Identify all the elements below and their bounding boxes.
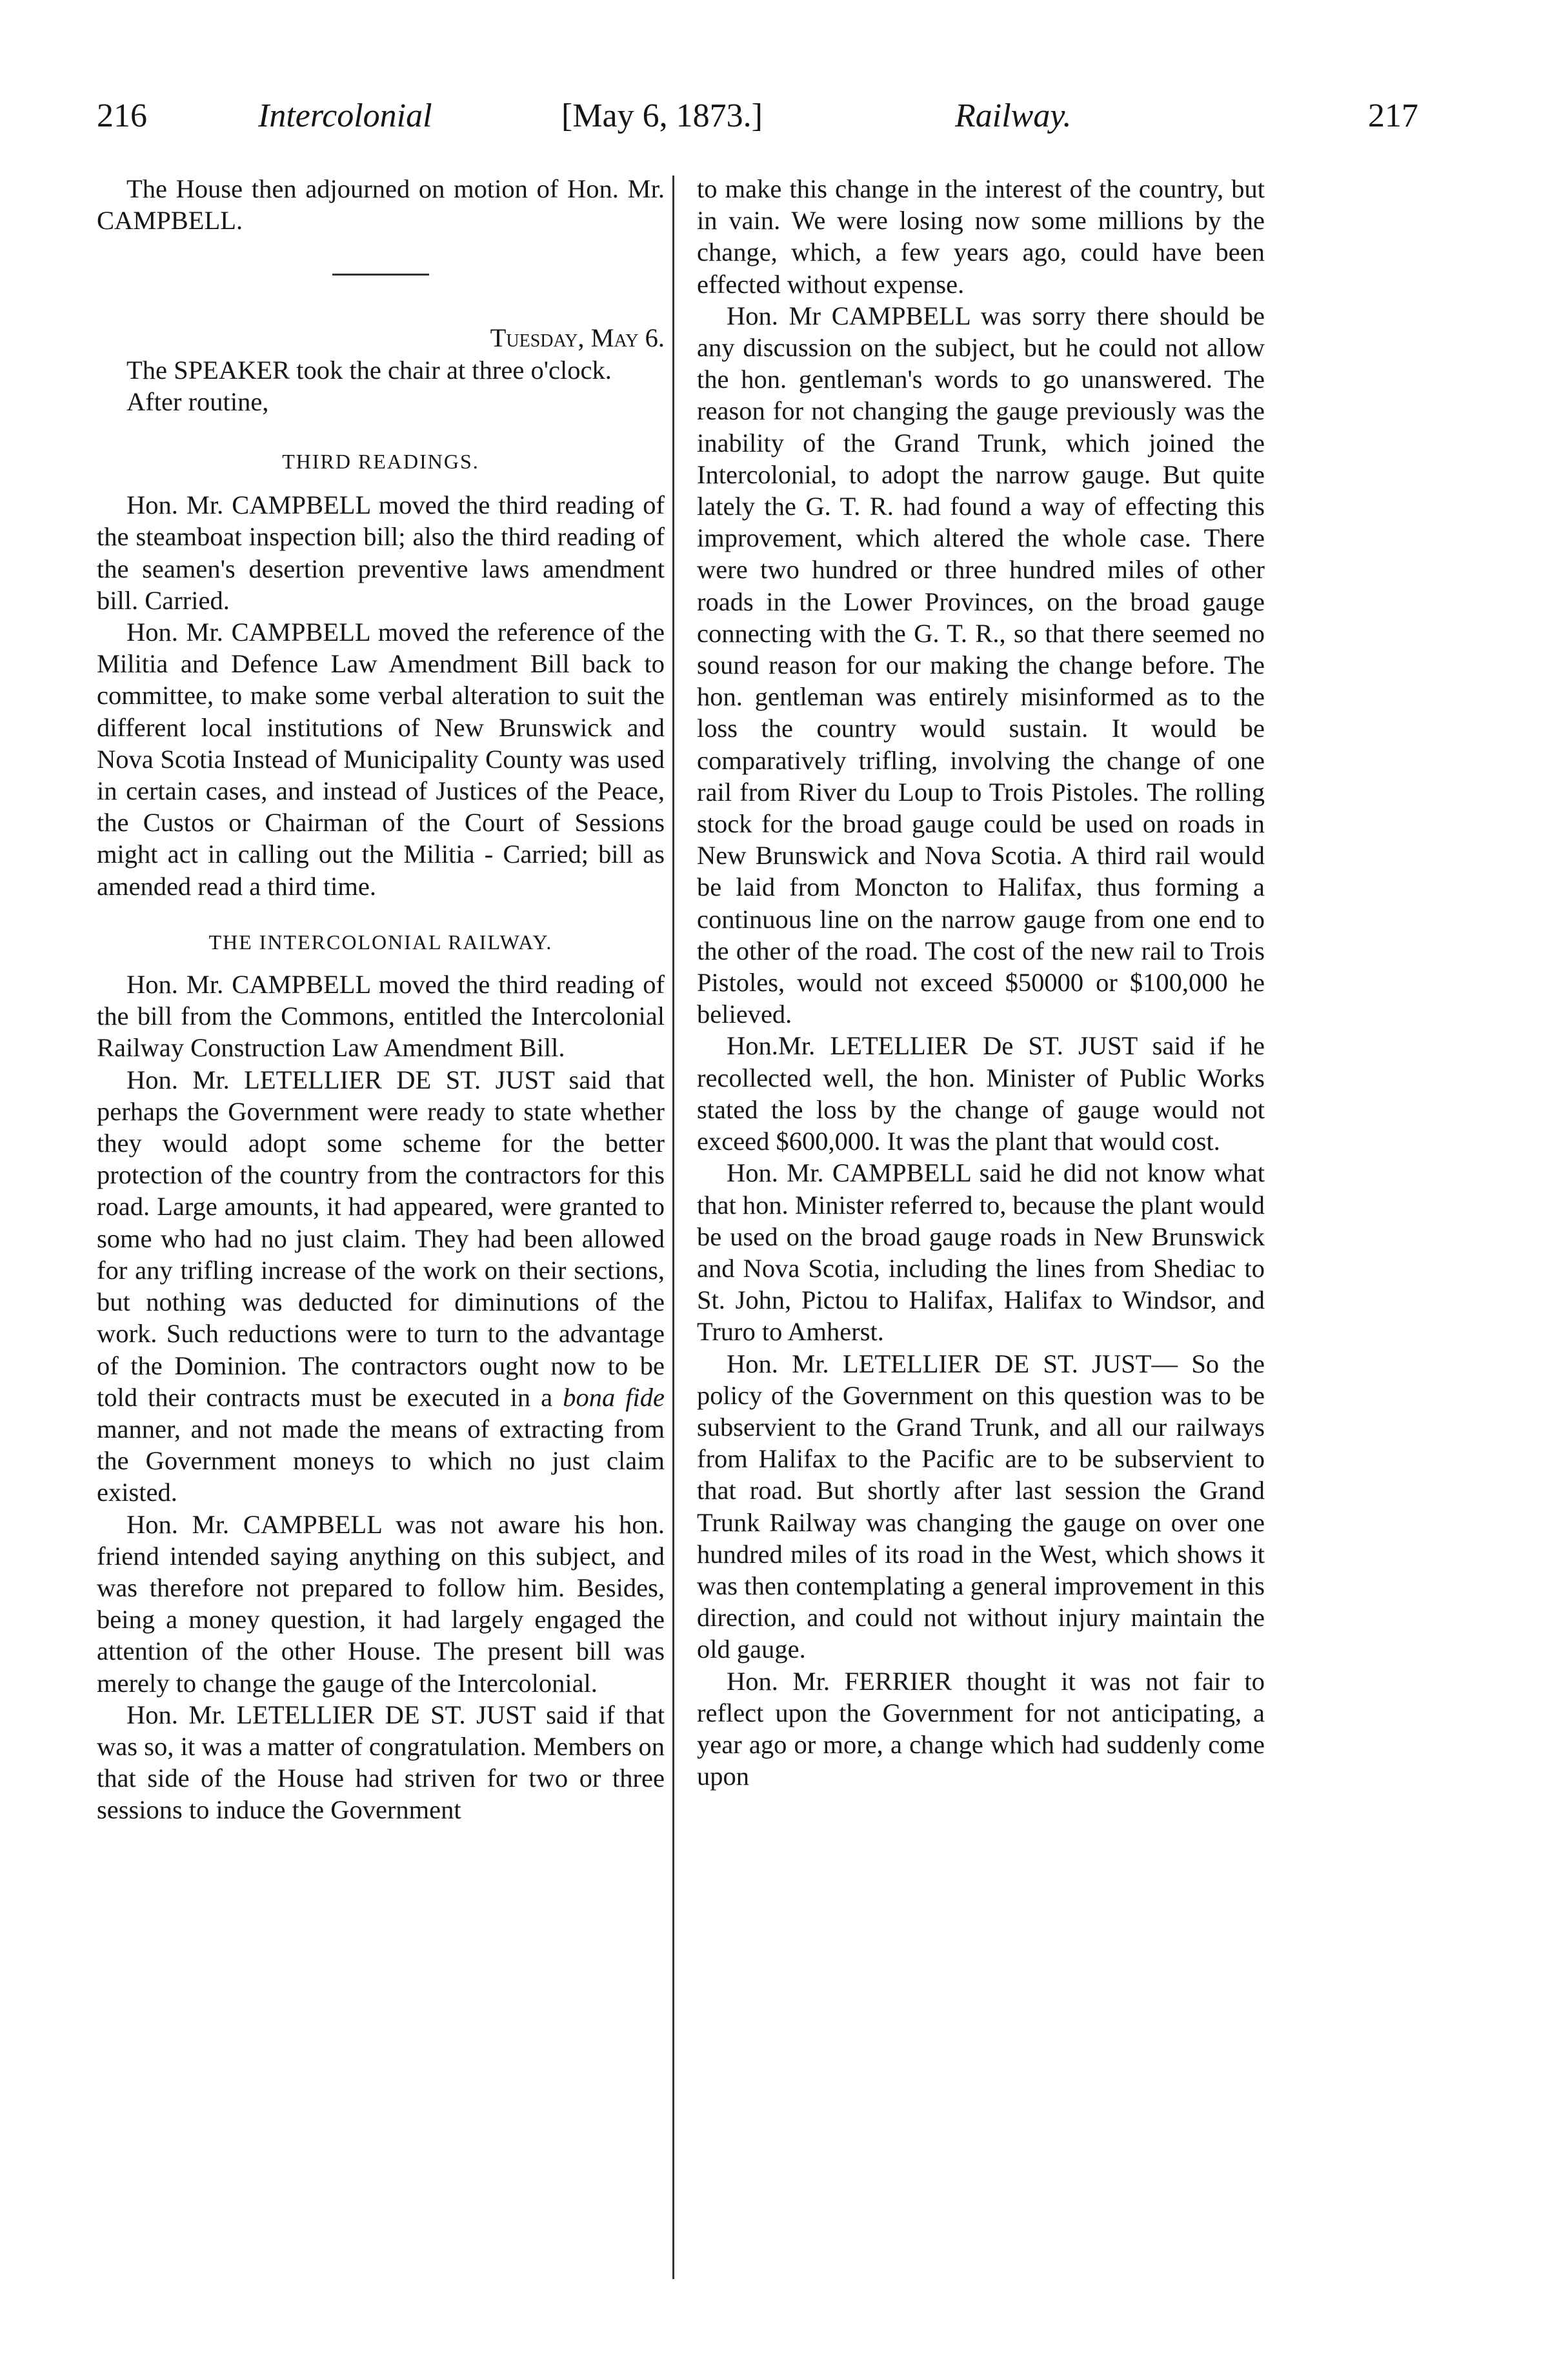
left-running-title: Intercolonial [258, 97, 432, 134]
routine-paragraph: After routine, [126, 387, 269, 416]
speaker-paragraph: The SPEAKER took the chair at three o'clock. [126, 355, 612, 385]
campbell-reply-1: Hon. Mr. CAMPBELL was not aware his hon. friend intended saying anything on this subject, and was therefore not prepared to follow him. Besides, being a money question, it had largely engaged the attention of the other House. The present bill was merely to change the gauge of the Intercolonial. [97, 1509, 665, 1698]
letellier-speech-3: Hon.Mr. LETELLIER De ST. JUST said if he recollected well, the hon. Minister of Public Works stated the loss by the change of gauge would not exceed $600,000. It was the plant that would cost. [697, 1031, 1265, 1156]
continued-paragraph: to make this change in the interest of the country, but in vain. We were losing now some millions by the change, which, a few years ago, could have been effected without expense. [697, 174, 1265, 299]
campbell-reply-3: Hon. Mr. CAMPBELL said he did not know what that hon. Minister referred to, because the plant would be used on the broad gauge roads in New Brunswick and Nova Scotia, including the lines from Shediac to St. John, Pictou to Halifax, Halifax to Windsor, and Truro to Amherst. [697, 1158, 1265, 1347]
letellier-speech-4: Hon. Mr. LETELLIER DE ST. JUST— So the policy of the Government on this question was to be subservient to the Grand Trunk, and all our railways from Halifax to the Pacific are to be subservient to that road. But shortly after last session the Grand Trunk Railway was changing the gauge on over one hundred miles of its road in the West, which shows it was then contemplating a general improvement in this direction, and could not without injury maintain the old gauge. [697, 1349, 1265, 1664]
letellier-speech-1: Hon. Mr. LETELLIER DE ST. JUST said that perhaps the Government were ready to state whether they would adopt some scheme for the better protection of the country from the contractors for this road. Large amounts, it had appeared, were granted to some who had no just claim. They had been allowed for any trifling increase of the work on their sections, but nothing was deducted for diminutions of the work. Such reductions were to turn to the advantage of the Dominion. The contractors ought now to be told their contracts must be executed in a bona fide manner, and not made the means of extracting from the Government moneys to which no just claim existed. [97, 1065, 665, 1507]
railway-bill-paragraph: Hon. Mr. CAMPBELL moved the third reading of the bill from the Commons, entitled the Intercolonial Railway Construction Law Amendment Bill. [97, 970, 665, 1063]
militia-bill-paragraph: Hon. Mr. CAMPBELL moved the reference of the Militia and Defence Law Amendment Bill back to committee, to make some verbal alteration to suit the different local institutions of New Brunswick and Nova Scotia Instead of Municipality County was used in certain cases, and instead of Justices of the Peace, the Custos or Chairman of the Court of Sessions might act in calling out the Militia - Carried; bill as amended read a third time. [97, 618, 665, 901]
third-readings-heading: THIRD READINGS. [282, 450, 479, 474]
section-divider [332, 274, 429, 276]
ferrier-speech: Hon. Mr. FERRIER thought it was not fair to reflect upon the Government for not anticipating, a year ago or more, a change which had suddenly come upon [697, 1666, 1265, 1791]
left-column [97, 173, 665, 1826]
left-page-number: 216 [97, 97, 147, 134]
right-running-title: Railway. [955, 97, 1072, 134]
intercolonial-railway-heading: THE INTERCOLONIAL RAILWAY. [208, 930, 553, 954]
third-reading-paragraph: Hon. Mr. CAMPBELL moved the third reading of the steamboat inspection bill; also the third reading of the seamen's desertion preventive laws amendment bill. Carried. [97, 490, 665, 615]
campbell-reply-2: Hon. Mr CAMPBELL was sorry there should be any discussion on the subject, but he could not allow the hon. gentleman's words to go unanswered. The reason for not changing the gauge previously was the inability of the Grand Trunk, which joined the Intercolonial, to adopt the narrow gauge. But quite lately the G. T. R. had found a way of effecting this improvement, which altered the whole case. There were two hundred or three hundred miles of other roads in the Lower Provinces, on the broad gauge connecting with the G. T. R., so that there seemed no sound reason for our making the change before. The hon. gentleman was entirely misinformed as to the loss the country would sustain. It would be comparatively trifling, involving the change of one rail from River du Loup to Trois Pistoles. The rolling stock for the broad gauge could be used on roads in New Brunswick and Nova Scotia. A third rail would be laid from Moncton to Halifax, thus forming a continuous line on the narrow gauge from one end to the other of the road. The cost of the new rail to Trois Pistoles, would not exceed $50000 or $100,000 he believed. [697, 301, 1265, 1029]
session-date: [May 6, 1873.] [561, 97, 763, 134]
column-divider [672, 176, 674, 2279]
right-column [697, 173, 1265, 1792]
adjournment-paragraph: The House then adjourned on motion of Hon. Mr. CAMPBELL. [97, 174, 665, 236]
right-page-number: 217 [1368, 97, 1418, 134]
sitting-date: Tuesday, May 6. [490, 323, 665, 353]
letellier-speech-2: Hon. Mr. LETELLIER DE ST. JUST said if that was so, it was a matter of congratulation. Members on that side of the House had striven for two or three sessions to induce the Government [97, 1700, 665, 1825]
